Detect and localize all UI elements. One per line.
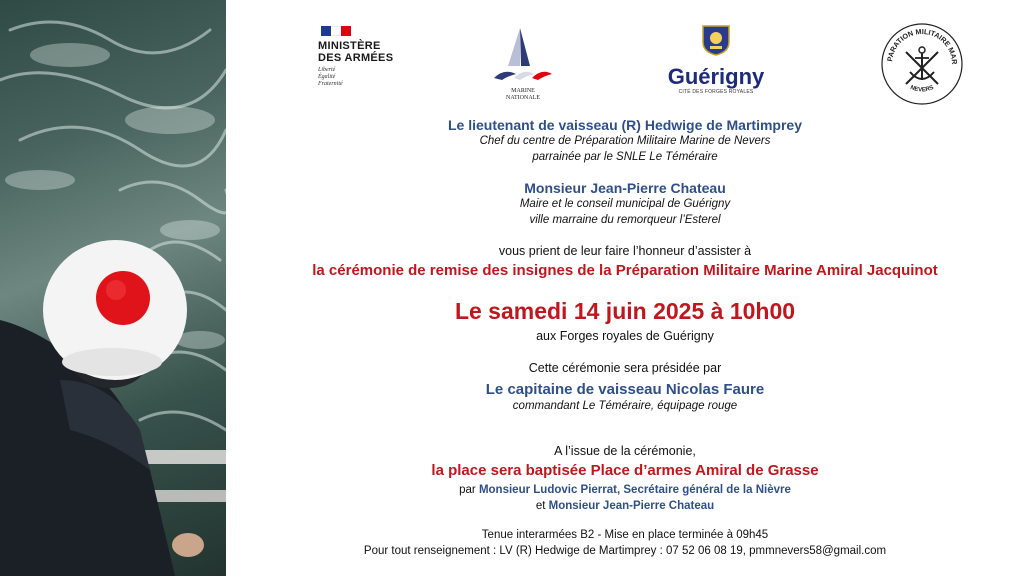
pmm-ring-top: PARATION MILITAIRE MAR [885,26,960,65]
motto-fraternite: Fraternité [318,81,343,87]
naming-by-name2: Monsieur Jean-Pierre Chateau [548,500,715,512]
invite-intro: vous prient de leur faire l’honneur d’assister à [498,244,752,258]
marine-nationale-logo [490,26,556,104]
event-datetime: Le samedi 14 juin 2025 à 10h00 [454,298,796,324]
ministere-line2: DES ARMÉES [318,52,394,64]
motto-liberte: Liberté [318,67,336,73]
ministere-des-armees-logo [318,26,404,100]
ministere-line1: MINISTÈRE [318,40,381,52]
marine-line2: NATIONALE [506,95,540,101]
naming-intro: A l’issue de la cérémonie, [554,444,696,458]
naming-by-line2 [226,500,1024,512]
pmm-ring-bottom: NEVERS [909,84,935,94]
marine-line1: MARINE [511,88,535,94]
host2-name: Monsieur Jean-Pierre Chateau [524,180,726,196]
naming-and-prefix: et [535,500,546,512]
presiding-officer: Le capitaine de vaisseau Nicolas Faure [485,381,765,398]
sailor-photo [0,0,226,576]
event-title: la cérémonie de remise des insignes de la Préparation Militaire Marine Amiral Jacquinot [312,262,938,279]
presided-intro: Cette cérémonie sera présidée par [528,361,722,375]
contact-info: Pour tout renseignement : LV (R) Hedwige de Martimprey : 07 52 06 08 19, pmmnevers58@gmail.com [363,545,887,557]
sailor-photo-illustration [0,0,226,576]
motto-egalite: Égalité [318,74,336,80]
host1-sponsor: parrainée par le SNLE Le Téméraire [532,151,718,163]
presiding-officer-role: commandant Le Téméraire, équipage rouge [512,400,738,412]
pmm-anchor-emblem-icon [880,22,964,106]
guerigny-name: Guérigny [667,64,765,89]
host2-sponsor: ville marraine du remorqueur l’Esterel [529,214,721,226]
marianne-flag-icon [321,26,351,36]
guerigny-crest-icon [701,24,731,56]
host1-role: Chef du centre de Préparation Militaire Marine de Nevers [479,135,771,147]
guerigny-logo [664,24,768,100]
naming-by-name1: Monsieur Ludovic Pierrat, Secrétaire général de la Nièvre [478,484,791,496]
marine-sail-icon [490,26,556,86]
host1-name: Le lieutenant de vaisseau (R) Hedwige de Martimprey [448,117,802,133]
naming-headline: la place sera baptisée Place d’armes Amiral de Grasse [431,462,819,479]
naming-by-line1 [226,484,1024,496]
dress-code: Tenue interarmées B2 - Mise en place terminée à 09h45 [481,529,769,541]
event-place: aux Forges royales de Guérigny [536,329,714,343]
host2-role: Maire et le conseil municipal de Guérigny [519,198,731,210]
pmm-nevers-logo [880,22,964,106]
guerigny-tagline: CITÉ DES FORGES ROYALES [678,89,754,95]
naming-by-prefix: par [459,484,476,496]
